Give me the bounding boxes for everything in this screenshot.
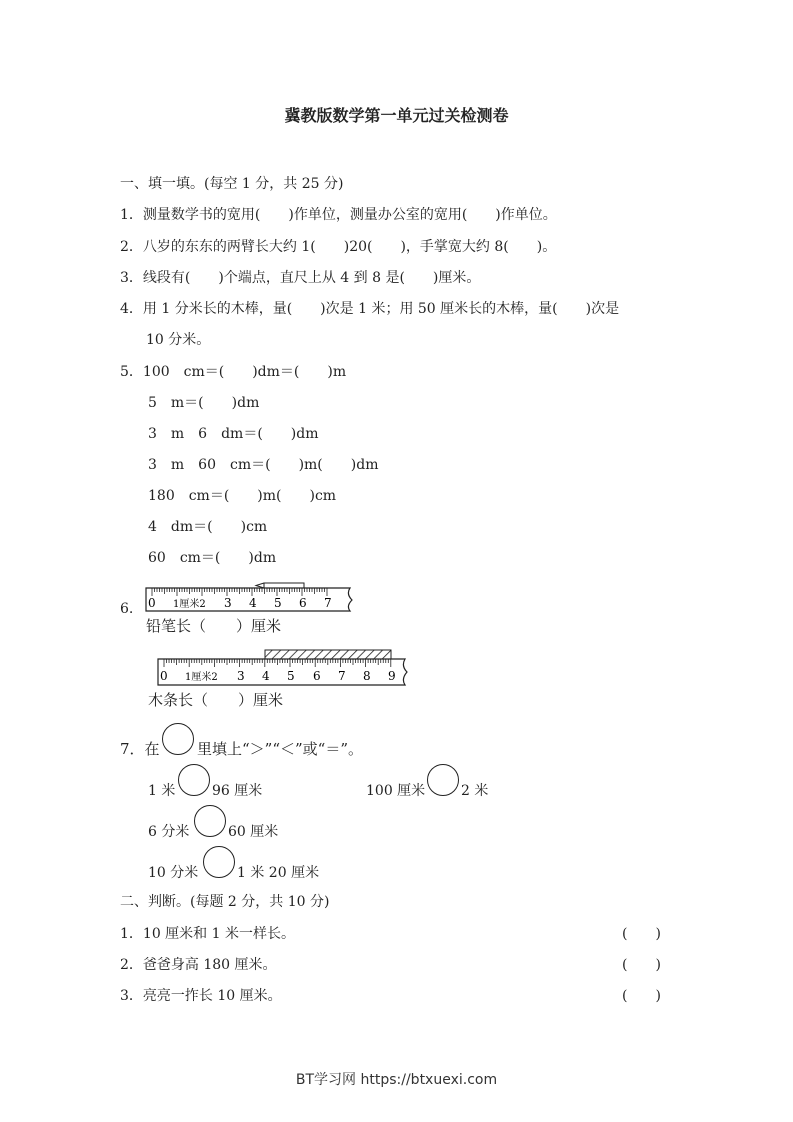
compare-circle-example — [162, 723, 194, 755]
ruler-label: 1厘米2 — [173, 599, 206, 610]
ruler-label: 4 — [249, 596, 257, 610]
ruler-label: 7 — [338, 669, 346, 683]
question-7-suffix: 里填上“＞”“＜”或“＝”。 — [197, 740, 364, 758]
question-4-line1: 4．用 1 分米长的木棒，量( )次是 1 米；用 50 厘米长的木棒，量( )次是 — [120, 301, 620, 317]
wooden-stick — [265, 650, 391, 659]
ruler-stick-figure — [155, 648, 415, 688]
judge-bracket[interactable]: ( ) — [622, 988, 661, 1004]
compare-circle[interactable] — [203, 846, 235, 878]
ruler-label: 6 — [313, 669, 321, 683]
question-5-line: 180 cm＝( )m( )cm — [148, 488, 337, 504]
compare-right: 60 厘米 — [228, 824, 279, 840]
judge-item: 2．爸爸身高 180 厘米。 — [120, 957, 277, 973]
pencil-tip — [256, 583, 264, 588]
question-5-line: 60 cm＝( )dm — [148, 550, 277, 566]
ruler-label: 1厘米2 — [185, 672, 218, 683]
question-6-number: 6. — [120, 601, 134, 617]
compare-circle[interactable] — [427, 764, 459, 796]
question-1: 1．测量数学书的宽用( )作单位，测量办公室的宽用( )作单位。 — [120, 207, 557, 223]
ruler-label: 0 — [148, 596, 156, 610]
section1-heading: 一、填一填。(每空 1 分，共 25 分) — [120, 176, 344, 192]
judge-item: 1．10 厘米和 1 米一样长。 — [120, 926, 295, 942]
question-3: 3．线段有( )个端点，直尺上从 4 到 8 是( )厘米。 — [120, 270, 481, 286]
ruler-pencil-figure — [144, 578, 359, 614]
compare-right: 96 厘米 — [212, 783, 263, 799]
ruler-label: 6 — [299, 596, 307, 610]
compare-left: 10 分米 — [148, 865, 199, 881]
compare-left: 100 厘米 — [366, 783, 426, 799]
compare-right: 1 米 20 厘米 — [237, 865, 320, 881]
footer-watermark: BT学习网 https://btxuexi.com — [295, 1072, 498, 1088]
judge-bracket[interactable]: ( ) — [622, 957, 661, 973]
ruler-label: 5 — [274, 596, 282, 610]
ruler-label: 7 — [324, 596, 332, 610]
ruler-label: 3 — [224, 596, 232, 610]
question-5-line: 5 m＝( )dm — [148, 395, 260, 411]
question-5-line: 5．100 cm＝( )dm＝( )m — [120, 364, 347, 380]
ruler-label: 4 — [262, 669, 270, 683]
compare-left: 1 米 — [148, 783, 176, 799]
ruler-label: 5 — [287, 669, 295, 683]
ruler-label: 0 — [160, 669, 168, 683]
question-4-line2: 10 分米。 — [146, 332, 211, 348]
question-2: 2．八岁的东东的两臂长大约 1( )20( )，手掌宽大约 8( )。 — [120, 239, 557, 255]
ruler-label: 3 — [237, 669, 245, 683]
judge-bracket[interactable]: ( ) — [622, 926, 661, 942]
question-5-line: 4 dm＝( )cm — [148, 519, 268, 535]
question-5-line: 3 m 60 cm＝( )m( )dm — [148, 457, 379, 473]
section2-heading: 二、判断。(每题 2 分，共 10 分) — [120, 894, 330, 910]
question-7-prefix: 7．在 — [120, 740, 160, 758]
page-title: 冀教版数学第一单元过关检测卷 — [284, 106, 509, 125]
compare-circle[interactable] — [178, 764, 210, 796]
pencil-shape — [264, 583, 304, 588]
question-5-line: 3 m 6 dm＝( )dm — [148, 426, 319, 442]
compare-right: 2 米 — [461, 783, 489, 799]
ruler-label: 8 — [363, 669, 371, 683]
compare-circle[interactable] — [194, 805, 226, 837]
ruler2-caption: 木条长（ ）厘米 — [148, 691, 284, 709]
ruler-label: 9 — [388, 669, 396, 683]
judge-item: 3．亮亮一拃长 10 厘米。 — [120, 988, 282, 1004]
compare-left: 6 分米 — [148, 824, 190, 840]
ruler1-caption: 铅笔长（ ）厘米 — [146, 617, 282, 635]
